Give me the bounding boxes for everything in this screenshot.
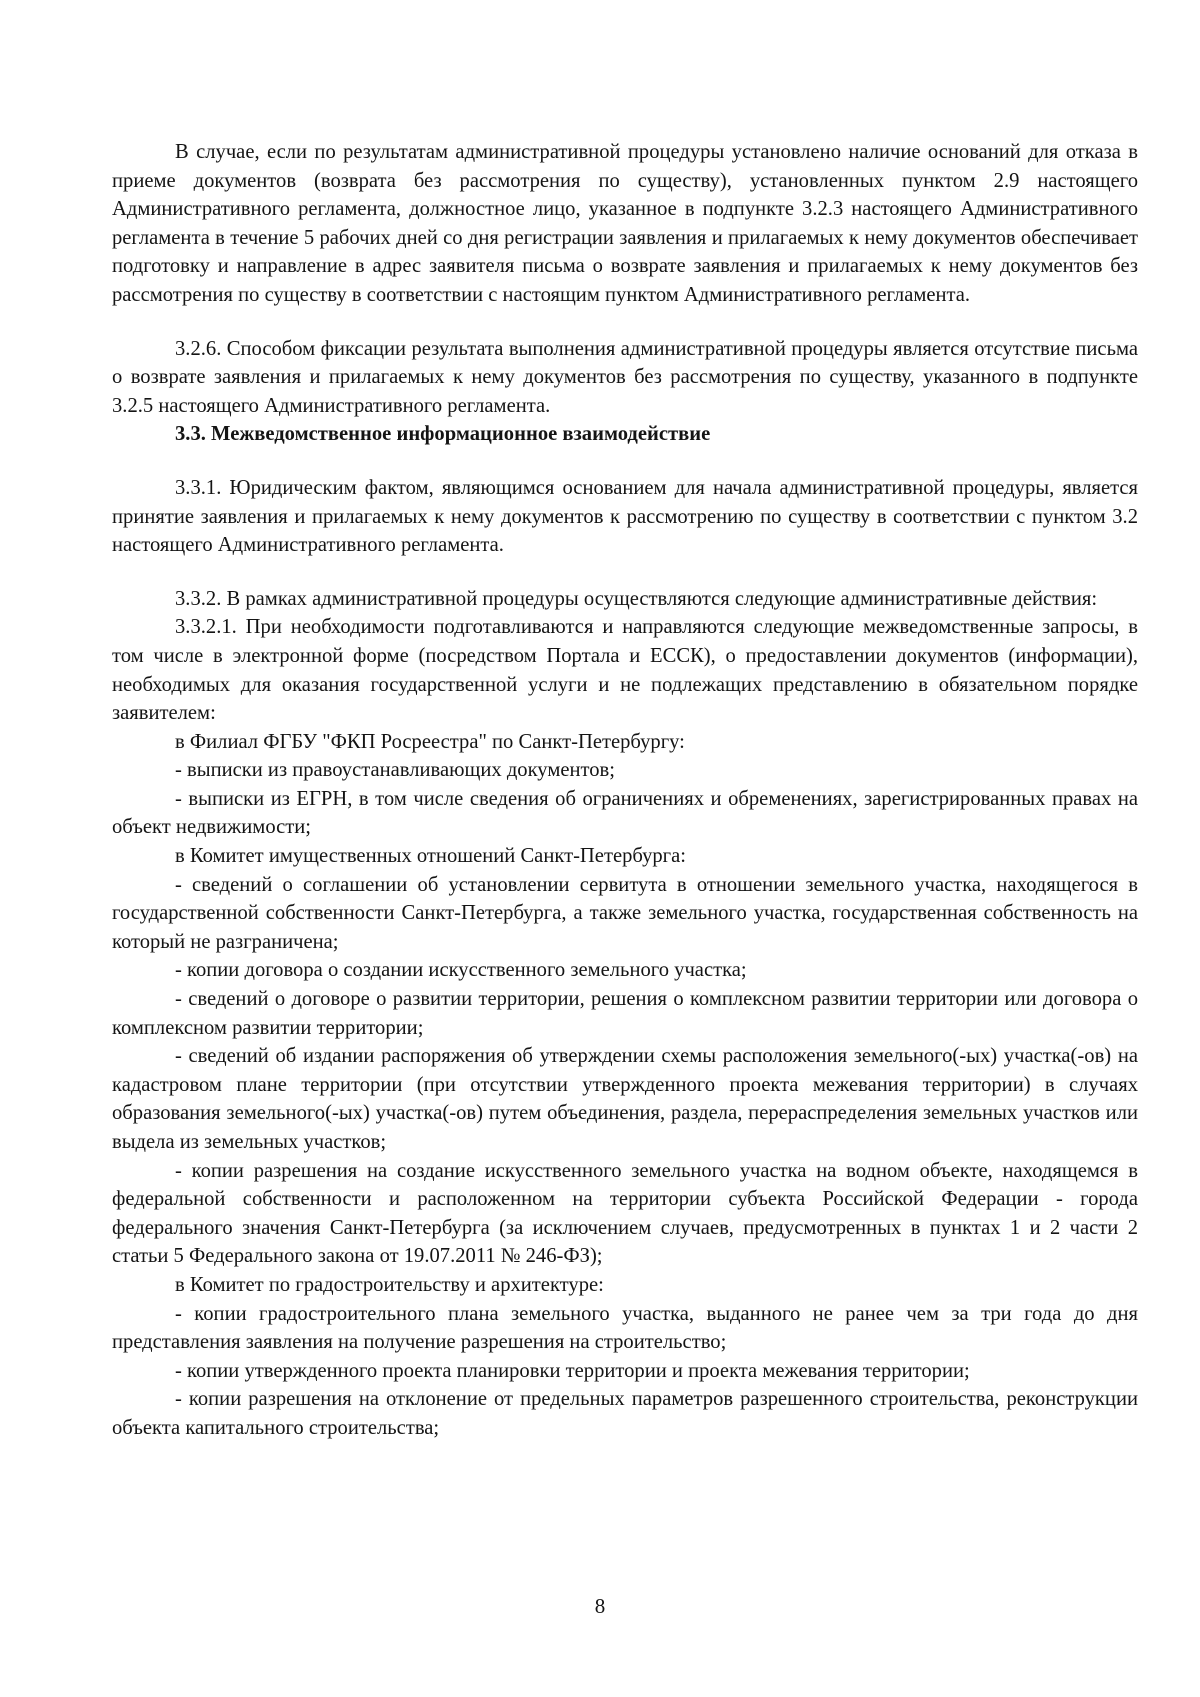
paragraph-3-3-1: 3.3.1. Юридическим фактом, являющимся основанием для начала административной процедуры, является принятие заявления и прилагаемых к нему документов к рассмотрению по существу в соответствии с пунктом 3.2 настоящего Административного регламента.	[112, 476, 1138, 557]
section-heading-3-3: 3.3. Межведомственное информационное взаимодействие	[175, 423, 711, 446]
list-item-planning-project-copy: - копии утвержденного проекта планировки территории и проекта межевания территории;	[175, 1359, 970, 1382]
list-item-water-object-permit: - копии разрешения на создание искусственного земельного участка на водном объекте, находящемся в федеральной собственности и расположенном на территории субъекта Российской Федерации - города федерального значения Санкт-Петербурга (за исключением случаев, предусмотренных в пунктах 1 и 2 части 2 статьи 5 Федерального закона от 19.07.2011 № 246-ФЗ);	[112, 1159, 1138, 1268]
list-item-territory-development: - сведений о договоре о развитии территории, решения о комплексном развитии территории или договора о комплексном развитии территории;	[112, 988, 1138, 1039]
paragraph-refusal-grounds: В случае, если по результатам административной процедуры установлено наличие оснований для отказа в приеме документов (возврата без рассмотрения по существу), установленных пунктом 2.9 настоящего Административного регламента, должностное лицо, указанное в подпункте 3.2.3 настоящего Административного регламента в течение 5 рабочих дней со дня регистрации заявления и прилагаемых к нему документов обеспечивает подготовку и направление в адрес заявителя письма о возврате заявления и прилагаемых к нему документов без рассмотрения по существу в соответствии с настоящим пунктом Административного регламента.	[112, 141, 1138, 306]
list-item-artificial-plot-contract: - копии договора о создании искусственного земельного участка;	[175, 959, 747, 982]
list-item-title-extracts: - выписки из правоустанавливающих документов;	[175, 759, 615, 782]
paragraph-3-2-6: 3.2.6. Способом фиксации результата выполнения административной процедуры является отсутствие письма о возврате заявления и прилагаемых к нему документов без рассмотрения по существу, указанного в подпункте 3.2.5 настоящего Административного регламента.	[112, 337, 1138, 417]
paragraph-property-committee: в Комитет имущественных отношений Санкт-Петербурга:	[175, 845, 686, 868]
page-number: 8	[594, 1594, 606, 1618]
list-item-servitude-info: - сведений о соглашении об установлении сервитута в отношении земельного участка, находящегося в государственной собственности Санкт-Петербурга, а также земельного участка, государственная собственность на который не разграничена;	[112, 873, 1138, 953]
paragraph-3-3-2-1: 3.3.2.1. При необходимости подготавливаются и направляются следующие межведомственные запросы, в том числе в электронной форме (посредством Портала и ЕССК), о предоставлении документов (информации), необходимых для оказания государственной услуги и не подлежащих представлению в обязательном порядке заявителем:	[112, 616, 1138, 725]
list-item-egrn-extracts: - выписки из ЕГРН, в том числе сведения об ограничениях и обременениях, зарегистрированных правах на объект недвижимости;	[112, 787, 1138, 839]
list-item-urban-plan-copy: - копии градостроительного плана земельного участка, выданного не ранее чем за три года до дня представления заявления на получение разрешения на строительство;	[112, 1302, 1138, 1354]
paragraph-rosreestr-branch: в Филиал ФГБУ "ФКП Росреестра" по Санкт-Петербургу:	[175, 730, 685, 753]
list-item-deviation-permit: - копии разрешения на отклонение от предельных параметров разрешенного строительства, реконструкции объекта капитального строительства;	[112, 1388, 1138, 1439]
list-item-layout-scheme-order: - сведений об издании распоряжения об утверждении схемы расположения земельного(-ых) участка(-ов) на кадастровом плане территории (при отсутствии утвержденного проекта межевания территории) в случаях образования земельного(-ых) участка(-ов) путем объединения, раздела, перераспределения земельных участков или выдела из земельных участков;	[112, 1045, 1138, 1153]
paragraph-urban-planning-committee: в Комитет по градостроительству и архитектуре:	[175, 1273, 604, 1296]
paragraph-3-3-2: 3.3.2. В рамках административной процедуры осуществляются следующие административные действия:	[175, 587, 1098, 610]
document-page	[112, 138, 1138, 1443]
